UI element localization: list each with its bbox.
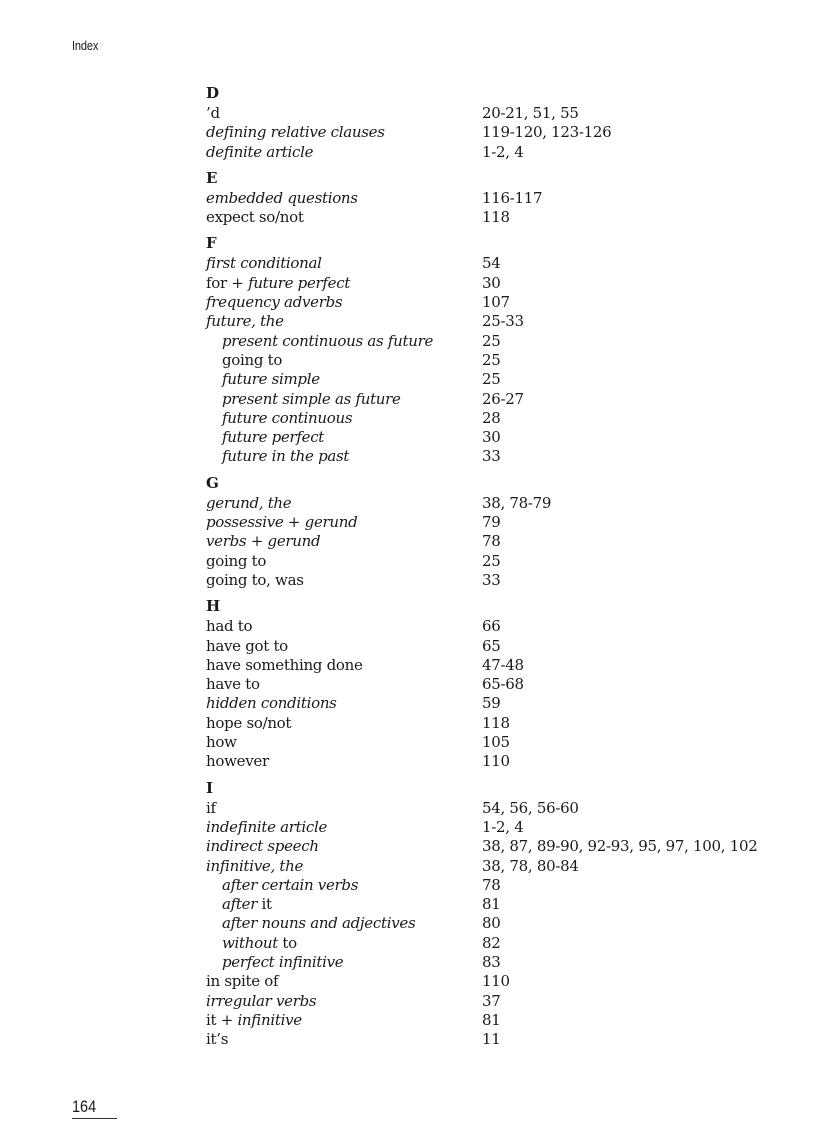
page-references: 38, 78, 80-84	[482, 856, 579, 875]
index-entry	[206, 143, 786, 162]
term-text: to	[282, 933, 297, 952]
index-entry	[206, 656, 786, 675]
index-entry	[206, 189, 786, 208]
page-references: 107	[482, 293, 510, 312]
index-entry	[206, 104, 786, 123]
term-text: if	[206, 798, 216, 817]
term-text: infinitive, the	[206, 856, 304, 875]
page-references: 118	[482, 208, 510, 227]
term-text: infinitive	[237, 1010, 302, 1029]
page-references: 66	[482, 617, 501, 636]
index-term	[206, 293, 482, 312]
term-text: future perfect	[248, 273, 351, 292]
page-references: 25	[482, 331, 501, 350]
index-term	[206, 857, 482, 876]
page-references: 65	[482, 636, 501, 655]
index-subterm	[206, 409, 482, 428]
index-entry	[206, 208, 786, 227]
index-entry	[206, 876, 786, 895]
index-term	[206, 837, 482, 856]
term-text: it	[261, 895, 272, 914]
index-entry	[206, 532, 786, 551]
term-text: future in the past	[222, 447, 350, 466]
term-text: had to	[206, 617, 253, 636]
page-references: 54, 56, 56-60	[482, 798, 579, 817]
term-text: going to	[206, 551, 267, 570]
term-text: indirect speech	[206, 837, 319, 856]
index-entry	[206, 895, 786, 914]
index-subterm	[206, 914, 482, 933]
term-text: irregular verbs	[206, 991, 317, 1010]
term-text: first conditional	[206, 254, 322, 273]
index-entry	[206, 332, 786, 351]
index-subterm	[206, 895, 482, 914]
page-references: 30	[482, 428, 501, 447]
page-references: 82	[482, 933, 501, 952]
index-entry	[206, 914, 786, 933]
term-text: for +	[206, 273, 249, 292]
term-text: hope so/not	[206, 713, 292, 732]
index-entry	[206, 953, 786, 972]
term-text: future continuous	[222, 408, 353, 427]
page-references: 33	[482, 570, 501, 589]
term-text: after certain verbs	[222, 875, 359, 894]
page-references: 20-21, 51, 55	[482, 104, 579, 122]
index-term	[206, 208, 482, 227]
page-number: 164	[72, 1097, 97, 1116]
index-subterm	[206, 876, 482, 895]
index-term	[206, 104, 482, 123]
page-references: 38, 87, 89-90, 92-93, 95, 97, 100, 102	[482, 837, 758, 856]
index-entry	[206, 675, 786, 694]
term-text: going to	[222, 350, 283, 369]
section-letter-i: I	[206, 778, 214, 797]
page-references: 79	[482, 513, 501, 532]
page-references: 28	[482, 408, 501, 427]
index-entry	[206, 992, 786, 1011]
index-term	[206, 972, 482, 991]
term-text: hidden conditions	[206, 694, 337, 713]
index-term	[206, 694, 482, 713]
page-references: 1-2, 4	[482, 142, 524, 161]
index-entry	[206, 694, 786, 713]
page-references: 59	[482, 694, 501, 713]
index-entry	[206, 1030, 786, 1049]
index-term	[206, 513, 482, 532]
index-entry	[206, 752, 786, 771]
term-text: embedded questions	[206, 188, 358, 207]
term-text: have something done	[206, 655, 363, 674]
page-number-rule	[72, 1118, 117, 1119]
index-term	[206, 494, 482, 513]
term-text: in spite of	[206, 972, 279, 991]
term-text: verbs + gerund	[206, 532, 321, 551]
index-term	[206, 571, 482, 590]
page-references: 81	[482, 1010, 501, 1029]
running-head: Index	[72, 38, 99, 53]
index-entry	[206, 447, 786, 466]
page-references: 33	[482, 447, 501, 466]
index-entry	[206, 714, 786, 733]
page-references: 54	[482, 254, 501, 273]
index-entry	[206, 312, 786, 331]
term-text: gerund, the	[206, 493, 292, 512]
index-entry	[206, 370, 786, 389]
index-subterm	[206, 332, 482, 351]
term-text: frequency adverbs	[206, 293, 343, 312]
page-references: 83	[482, 952, 501, 971]
term-text: without	[222, 933, 283, 952]
index-term	[206, 189, 482, 208]
page-references: 119-120, 123-126	[482, 123, 612, 142]
page-references: 105	[482, 733, 510, 752]
term-text: future, the	[206, 312, 284, 331]
term-text: have got to	[206, 636, 288, 655]
index-term	[206, 752, 482, 771]
index-entry	[206, 552, 786, 571]
page-references: 30	[482, 273, 501, 292]
page-references: 80	[482, 914, 501, 933]
index-entry	[206, 818, 786, 837]
page-references: 11	[482, 1030, 501, 1049]
index-entry	[206, 1011, 786, 1030]
index-entry	[206, 637, 786, 656]
index-entry	[206, 123, 786, 142]
term-text: perfect infinitive	[222, 952, 344, 971]
page-references: 1-2, 4	[482, 817, 524, 836]
index-subterm	[206, 934, 482, 953]
index-term	[206, 552, 482, 571]
index-entry	[206, 857, 786, 876]
term-text: expect so/not	[206, 208, 304, 227]
page-references: 25	[482, 370, 501, 389]
page-references: 25	[482, 551, 501, 570]
term-text: ’d	[206, 104, 220, 122]
page-references: 47-48	[482, 655, 524, 674]
index-term	[206, 1011, 482, 1030]
term-text: indefinite article	[206, 817, 328, 836]
term-text: defining relative clauses	[206, 123, 385, 142]
index-subterm	[206, 390, 482, 409]
section-letter-e: E	[206, 168, 218, 187]
index-subterm	[206, 370, 482, 389]
index-term	[206, 799, 482, 818]
section-letter-g: G	[206, 473, 219, 492]
index-subterm	[206, 447, 482, 466]
index-entry	[206, 617, 786, 636]
section-letter-d: D	[206, 84, 220, 102]
term-text: it +	[206, 1010, 238, 1029]
term-text: future perfect	[222, 428, 325, 447]
page-references: 118	[482, 713, 510, 732]
index-entry	[206, 351, 786, 370]
page-references: 110	[482, 752, 510, 771]
index-term	[206, 143, 482, 162]
page-references: 110	[482, 972, 510, 991]
index-term	[206, 656, 482, 675]
index-entry	[206, 428, 786, 447]
index-term	[206, 818, 482, 837]
index-entry	[206, 571, 786, 590]
section-letter-h: H	[206, 597, 221, 616]
term-text: present continuous as future	[222, 331, 434, 350]
index-term	[206, 123, 482, 142]
index-entry	[206, 733, 786, 752]
index-term	[206, 675, 482, 694]
index-term	[206, 992, 482, 1011]
term-text: after nouns and adjectives	[222, 914, 416, 933]
index-entry	[206, 972, 786, 991]
index-entry	[206, 934, 786, 953]
index-term	[206, 312, 482, 331]
index-entry	[206, 409, 786, 428]
index-entry	[206, 254, 786, 273]
index-subterm	[206, 351, 482, 370]
page-references: 78	[482, 875, 501, 894]
index-list	[206, 83, 786, 1049]
index-term	[206, 733, 482, 752]
term-text: however	[206, 752, 269, 771]
term-text: definite article	[206, 142, 314, 161]
index-entry	[206, 494, 786, 513]
index-subterm	[206, 428, 482, 447]
term-text: going to, was	[206, 570, 304, 589]
section-letter-f: F	[206, 234, 217, 253]
index-term	[206, 274, 482, 293]
page-references: 116-117	[482, 188, 543, 207]
page-references: 25-33	[482, 312, 524, 331]
page-references: 25	[482, 350, 501, 369]
index-entry	[206, 799, 786, 818]
term-text: possessive + gerund	[206, 513, 358, 532]
index-entry	[206, 837, 786, 856]
page-references: 81	[482, 895, 501, 914]
index-term	[206, 254, 482, 273]
page-references: 78	[482, 532, 501, 551]
term-text: how	[206, 733, 237, 752]
index-term	[206, 532, 482, 551]
term-text: have to	[206, 675, 260, 694]
index-term	[206, 714, 482, 733]
index-term	[206, 637, 482, 656]
term-text: after	[222, 895, 262, 914]
page-references: 26-27	[482, 389, 524, 408]
index-entry	[206, 390, 786, 409]
index-subterm	[206, 953, 482, 972]
page-references: 38, 78-79	[482, 493, 552, 512]
index-entry	[206, 274, 786, 293]
index-entry	[206, 513, 786, 532]
index-term	[206, 617, 482, 636]
term-text: present simple as future	[222, 389, 401, 408]
index-term	[206, 1030, 482, 1049]
index-entry	[206, 293, 786, 312]
term-text: it’s	[206, 1030, 229, 1049]
page-references: 65-68	[482, 675, 524, 694]
page-references: 37	[482, 991, 501, 1010]
term-text: future simple	[222, 370, 320, 389]
